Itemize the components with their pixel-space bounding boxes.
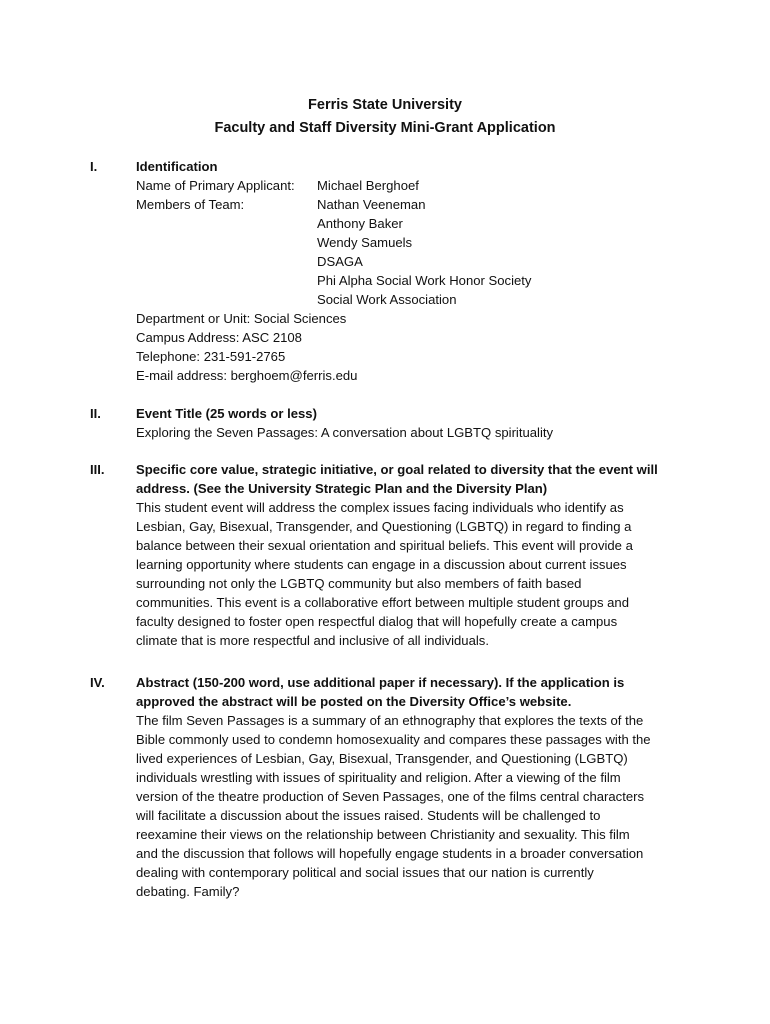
body-line: debating. Family? xyxy=(136,884,240,899)
team-row xyxy=(136,195,691,214)
body-line: faculty designed to foster open respectful dialog that will hopefully create a campus xyxy=(136,614,618,629)
team-member: Wendy Samuels xyxy=(317,235,413,250)
team-member: Social Work Association xyxy=(317,292,457,307)
section-content xyxy=(136,460,691,650)
primary-applicant-label: Name of Primary Applicant: xyxy=(136,178,295,193)
body-line: dealing with contemporary political and social issues that our nation is currently xyxy=(136,865,594,880)
section-heading-line: address. (See the University Strategic Plan and the Diversity Plan) xyxy=(136,481,548,496)
body-line: surrounding not only the LGBTQ community but also members of faith based xyxy=(136,576,582,591)
body-line: This student event will address the complex issues facing individuals who identify as xyxy=(136,500,624,515)
team-member: Anthony Baker xyxy=(317,216,403,231)
body-line: and the discussion that follows will hopefully engage students in a broader conversation xyxy=(136,846,644,861)
body-line: The film Seven Passages is a summary of an ethnography that explores the texts of the xyxy=(136,713,644,728)
body-line: balance between their sexual orientation and spiritual beliefs. This event will provide a xyxy=(136,538,633,553)
section-numeral: IV. xyxy=(90,675,105,690)
body-line: will facilitate a discussion about the issues raised. Students will be challenged to xyxy=(136,808,601,823)
section-numeral: I. xyxy=(90,159,98,174)
section-heading: Identification xyxy=(136,159,218,174)
application-title: Faculty and Staff Diversity Mini-Grant Application xyxy=(214,120,556,136)
team-row xyxy=(136,271,691,290)
body-line: version of the theatre production of Seven Passages, one of the films central characters xyxy=(136,789,645,804)
team-label: Members of Team: xyxy=(136,197,245,212)
campus-address-line: Campus Address: ASC 2108 xyxy=(136,330,302,345)
section-numeral: III. xyxy=(90,462,105,477)
section-heading-line: approved the abstract will be posted on the Diversity Office’s website. xyxy=(136,694,572,709)
team-row xyxy=(136,252,691,271)
team-member: DSAGA xyxy=(317,254,363,269)
telephone-line: Telephone: 231-591-2765 xyxy=(136,349,286,364)
department-line: Department or Unit: Social Sciences xyxy=(136,311,347,326)
body-line: lived experiences of Lesbian, Gay, Bisexual, Transgender, and Questioning (LGBTQ) xyxy=(136,751,628,766)
section-heading-line: Specific core value, strategic initiative, or goal related to diversity that the event will xyxy=(136,462,658,477)
section-content xyxy=(136,673,691,901)
team-row xyxy=(136,233,691,252)
body-line: reexamine their views on the relationship between Christianity and sexuality. This film xyxy=(136,827,630,842)
primary-applicant-value: Michael Berghoef xyxy=(317,178,419,193)
team-row xyxy=(136,290,691,309)
section-content xyxy=(136,157,691,385)
body-line: Bible commonly used to condemn homosexuality and compares these passages with the xyxy=(136,732,651,747)
university-title: Ferris State University xyxy=(308,97,462,113)
section-heading: Event Title (25 words or less) xyxy=(136,406,317,421)
section-heading-line: Abstract (150-200 word, use additional paper if necessary). If the application is xyxy=(136,675,625,690)
body-line: learning opportunity where students can engage in a discussion about current issues xyxy=(136,557,627,572)
section-content xyxy=(136,404,691,442)
body-line: communities. This event is a collaborative effort between multiple student groups and xyxy=(136,595,629,610)
primary-applicant-row xyxy=(136,176,691,195)
team-row xyxy=(136,214,691,233)
event-title-text: Exploring the Seven Passages: A conversation about LGBTQ spirituality xyxy=(136,425,554,440)
body-line: climate that is more respectful and inclusive of all individuals. xyxy=(136,633,489,648)
body-line: individuals wrestling with issues of spirituality and religion. After a viewing of the film xyxy=(136,770,621,785)
email-line: E-mail address: berghoem@ferris.edu xyxy=(136,368,358,383)
section-numeral: II. xyxy=(90,406,101,421)
team-member: Phi Alpha Social Work Honor Society xyxy=(317,273,532,288)
team-member: Nathan Veeneman xyxy=(317,197,426,212)
body-line: Lesbian, Gay, Bisexual, Transgender, and Questioning (LGBTQ) in regard to finding a xyxy=(136,519,632,534)
